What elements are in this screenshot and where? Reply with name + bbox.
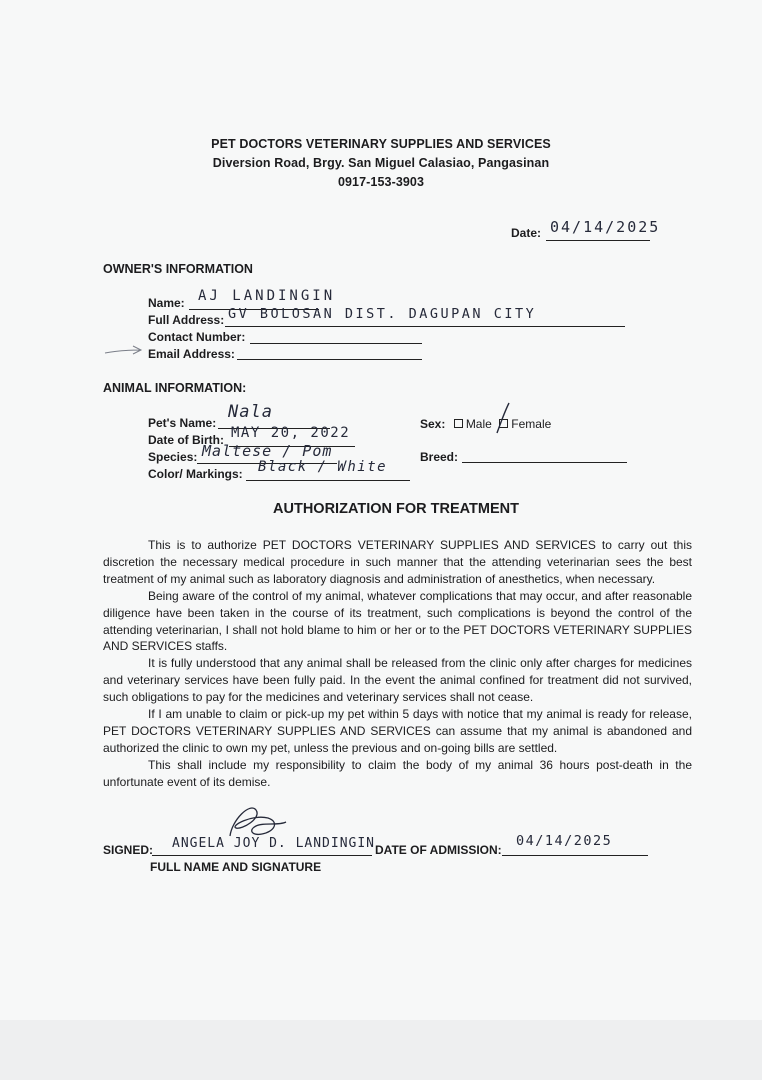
authorization-body	[103, 537, 692, 791]
sex-field	[420, 415, 551, 433]
owner-contact-line	[250, 343, 422, 344]
clinic-name: PET DOCTORS VETERINARY SUPPLIES AND SERVICES	[211, 137, 551, 151]
signed-sublabel: FULL NAME AND SIGNATURE	[150, 860, 322, 874]
owner-address-label: Full Address:	[148, 313, 225, 327]
breed-label: Breed:	[420, 450, 459, 464]
authorization-paragraph-5: This shall include my responsibility to claim the body of my animal 36 hours post-death in the unfortunate event of its demise.	[103, 757, 692, 789]
clinic-address: Diversion Road, Brgy. San Miguel Calasiao, Pangasinan	[212, 156, 550, 170]
sex-option-male[interactable]	[454, 417, 492, 431]
animal-section-title: ANIMAL INFORMATION:	[103, 381, 247, 395]
female-label: Female	[511, 417, 552, 431]
color-line	[246, 480, 410, 481]
signed-line	[152, 855, 372, 856]
color-label: Color/ Markings:	[148, 467, 243, 481]
signed-value: ANGELA JOY D. LANDINGIN	[172, 836, 376, 851]
admission-label: DATE OF ADMISSION:	[375, 843, 502, 857]
signature-scrawl-icon	[222, 800, 292, 850]
authorization-title: AUTHORIZATION FOR TREATMENT	[273, 501, 519, 517]
signed-label: SIGNED:	[103, 843, 154, 857]
owner-address-value: GV BOLOSAN DIST. DAGUPAN CITY	[228, 306, 537, 322]
sex-option-female[interactable]	[499, 417, 551, 431]
owner-email-label: Email Address:	[148, 347, 235, 361]
scan-bottom-shade	[0, 1020, 762, 1080]
owner-contact-label: Contact Number:	[148, 330, 246, 344]
owner-email-line	[237, 359, 422, 360]
date-value: 04/14/2025	[550, 218, 661, 236]
authorization-paragraph-3: It is fully understood that any animal shall be released from the clinic only after charges for medicines and veterinary services have been fully paid. In the event the animal confined for treatment did not survived, such obligations to pay for the medicines and veterinary services shall not cease.	[103, 656, 692, 705]
species-label: Species:	[148, 450, 198, 464]
owner-section-title: OWNER'S INFORMATION	[103, 262, 253, 276]
sex-label: Sex:	[420, 417, 446, 431]
date-label: Date:	[511, 226, 542, 240]
male-label: Male	[465, 417, 492, 431]
authorization-paragraph-4: If I am unable to claim or pick-up my pet within 5 days with notice that my animal is ready for release, PET DOCTORS VETERINARY SUPPLIES AND SERVICES can assume that my animal is abandoned and authorized the clinic to own my pet, unless the previous and on-going bills are settled.	[103, 707, 692, 755]
dob-value: MAY 20, 2022	[231, 425, 351, 441]
pet-name-label: Pet's Name:	[148, 416, 217, 430]
admission-value: 04/14/2025	[516, 833, 613, 849]
pen-mark-arrow-icon	[103, 344, 145, 358]
pet-name-value: Nala	[228, 402, 273, 422]
owner-name-value: AJ LANDINGIN	[198, 288, 336, 304]
owner-name-label: Name:	[148, 296, 185, 310]
clinic-phone: 0917-153-3903	[337, 175, 425, 189]
admission-line	[502, 855, 648, 856]
species-value: Maltese / Pom	[202, 442, 333, 460]
female-check-mark-icon	[495, 401, 511, 435]
authorization-paragraph-2: Being aware of the control of my animal, whatever complications that may occur, and after reasonable diligence have been taken in the course of its treatment, such complications is beyond the control of the attending veterinarian, I shall not hold blame to him or her or to the PET DOCTORS VETERINARY SUPPLIES AND SERVICES staffs.	[103, 588, 692, 654]
date-line	[546, 240, 650, 241]
breed-line	[462, 462, 627, 463]
dob-label: Date of Birth:	[148, 433, 224, 447]
male-checkbox[interactable]	[454, 419, 463, 428]
color-value: Black / White	[258, 459, 388, 475]
authorization-paragraph-1: This is to authorize PET DOCTORS VETERINARY SUPPLIES AND SERVICES to carry out this discretion the necessary medical procedure in such manner that the attending veterinarian sees the best treatment of my animal such as laboratory diagnosis and administration of anesthetics, when necessary.	[103, 538, 692, 586]
owner-address-line	[225, 326, 625, 327]
